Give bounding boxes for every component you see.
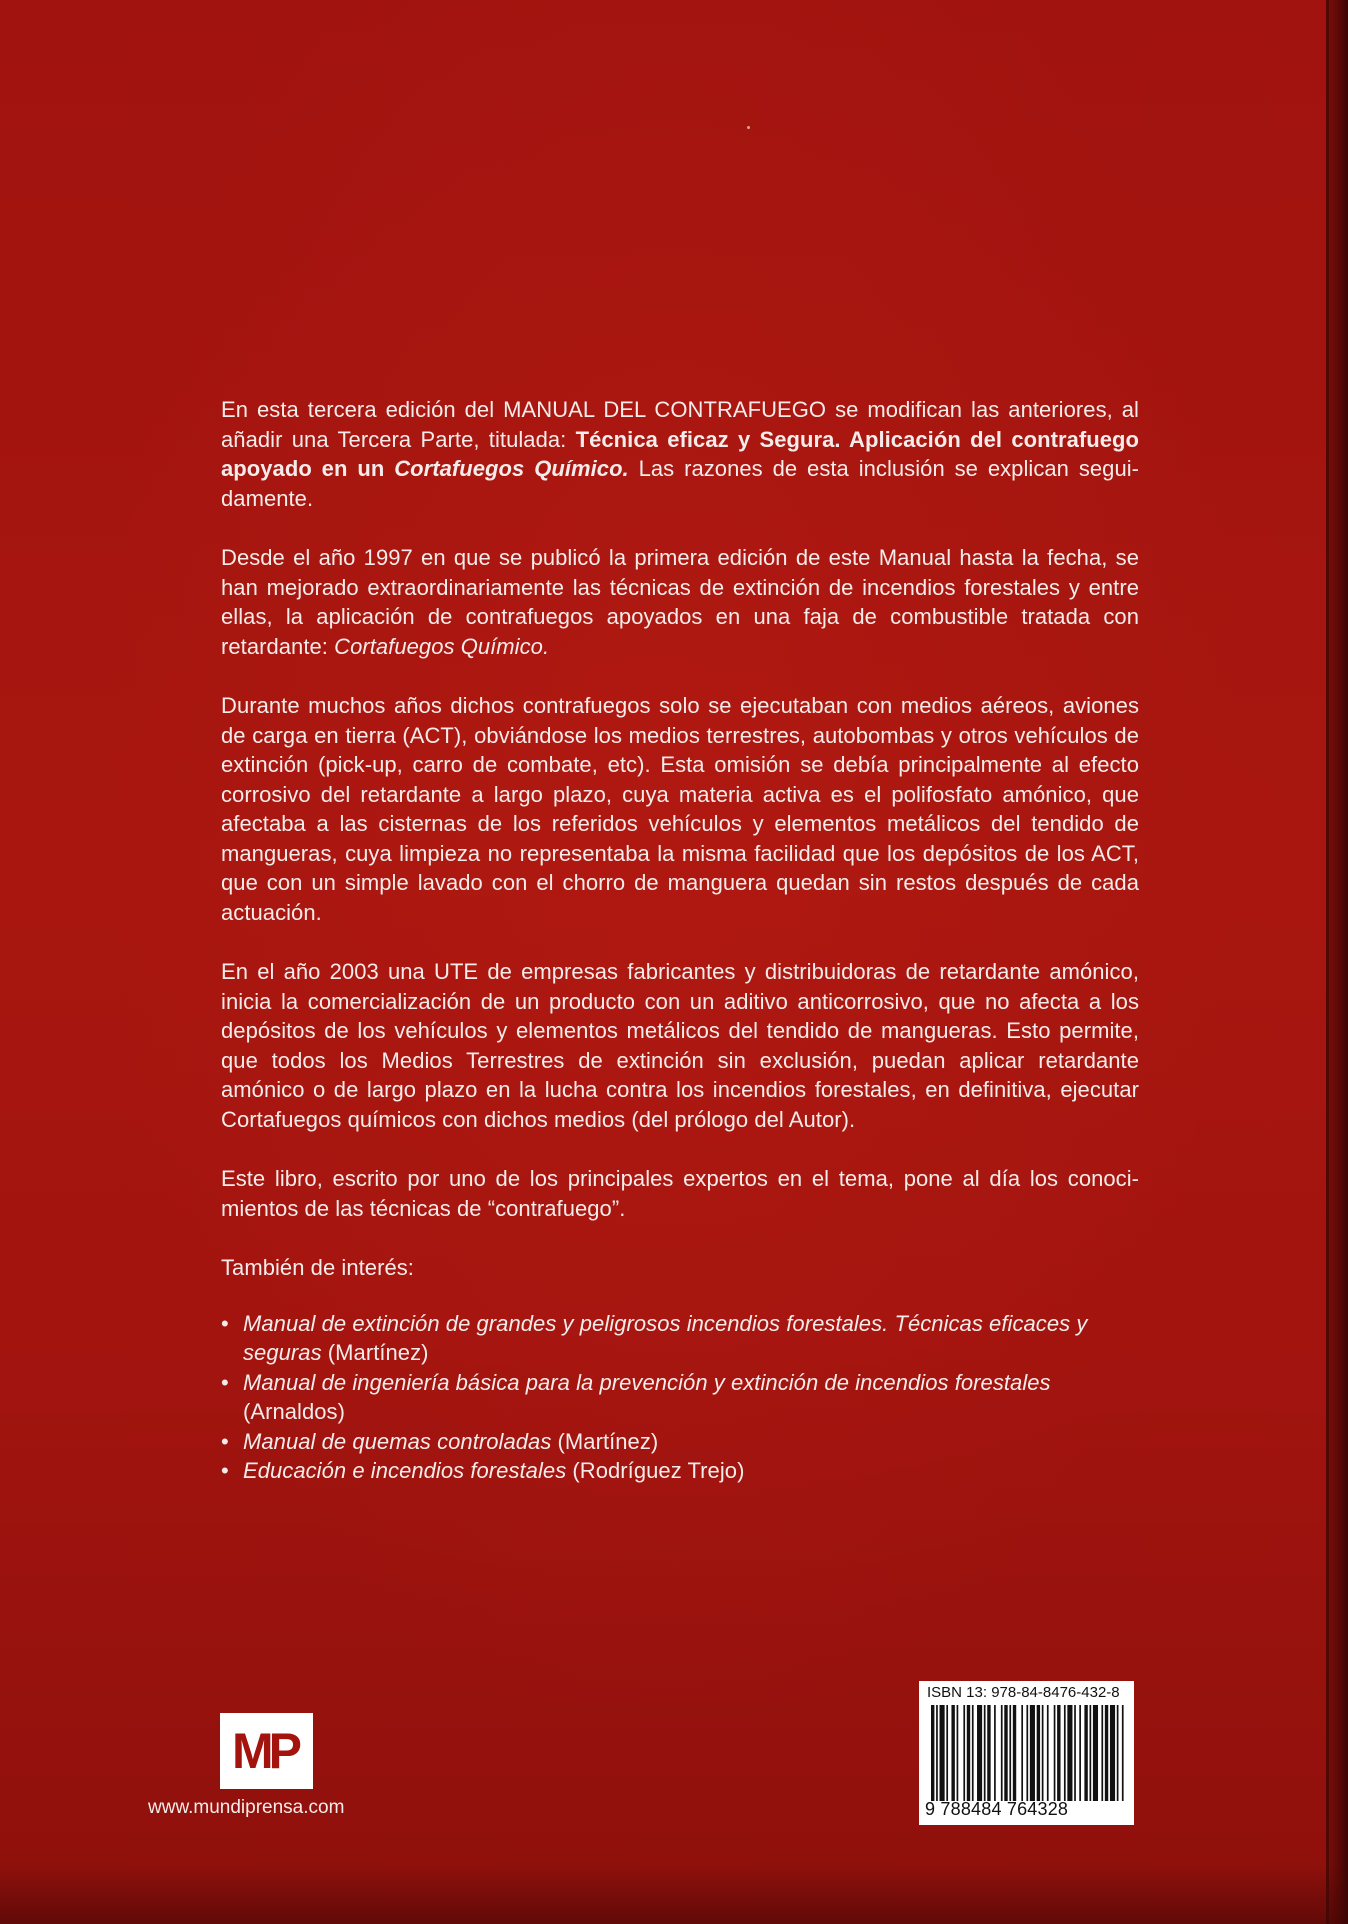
dust-speck — [747, 126, 750, 129]
spine-edge — [1326, 0, 1348, 1924]
barcode-bar — [972, 1705, 974, 1801]
barcode-bar — [1037, 1705, 1040, 1801]
barcode-bar — [1079, 1705, 1081, 1801]
paragraph-history-text: Desde el año 1997 en que se publicó la primera edición de este Manual hasta la fecha, se han mejorado extraordinariamente las técnicas de extinción de incendios forestales y entre ellas, la aplicación de contrafuegos apoyados en una faja de combustible tratada con retardante: — [221, 545, 1139, 659]
list-item — [221, 1368, 1139, 1427]
barcode-bar — [1090, 1705, 1092, 1801]
barcode-bar — [1001, 1705, 1003, 1801]
barcode-bar — [1064, 1705, 1066, 1801]
barcode-bar — [1067, 1705, 1072, 1801]
list-item — [221, 1427, 1139, 1457]
barcode-bar — [987, 1705, 990, 1801]
paragraph-intro-bold: Técnica eficaz y Segura. Aplicación del contrafuego apoyado en un — [221, 426, 1140, 481]
barcode-bar — [940, 1705, 945, 1801]
barcode-bar — [994, 1705, 996, 1801]
book-author: (Arnaldos) — [243, 1399, 345, 1424]
paragraph-intro-text: En esta tercera edición del MANUAL DEL CONTRAFUEGO se modifican las anteriores, al añadir una Tercera Parte, titulada: — [221, 397, 1139, 452]
paragraph-history — [221, 543, 1139, 661]
barcode-bar — [1054, 1705, 1056, 1801]
barcode-bar — [1042, 1705, 1044, 1801]
barcode-bar — [931, 1705, 934, 1801]
blurb-text — [221, 395, 1139, 1486]
barcode-bar — [1030, 1705, 1035, 1801]
barcode-bar — [967, 1705, 970, 1801]
barcode-bar — [1110, 1705, 1115, 1801]
related-books-list — [221, 1309, 1139, 1486]
isbn-barcode — [919, 1681, 1134, 1825]
barcode-bar — [1105, 1705, 1108, 1801]
publisher-logo — [220, 1713, 313, 1789]
isbn-label: ISBN 13: 978-84-8476-432-8 — [927, 1684, 1120, 1701]
paragraph-intro — [221, 395, 1139, 513]
paragraph-history-italic: Cortafuegos Químico. — [334, 633, 550, 659]
bullet: • — [221, 1458, 229, 1483]
book-title: Manual de quemas controladas — [243, 1428, 552, 1454]
book-author: (Martínez) — [321, 1340, 429, 1365]
barcode-bar — [1021, 1705, 1023, 1801]
paragraph-intro-tail: Las razones de esta inclusión se explican seguidamente. — [221, 456, 1139, 511]
barcode-bar — [1057, 1705, 1060, 1801]
book-author: (Rodríguez Trejo) — [566, 1458, 745, 1483]
bottom-shadow — [0, 1864, 1348, 1924]
barcode-bar — [1093, 1705, 1098, 1801]
barcode-bar — [957, 1705, 959, 1801]
barcode-bar — [1101, 1705, 1103, 1801]
book-title: Manual de ingeniería básica para la prevención y extinción de incendios forestales — [243, 1369, 1051, 1395]
book-title: Manual de extinción de grandes y peligrosos incendios forestales. Técnicas eficaces y seguras — [243, 1310, 1088, 1365]
barcode-bar — [946, 1705, 948, 1801]
also-of-interest-heading: También de interés: — [221, 1255, 414, 1280]
barcode-bar — [1004, 1705, 1007, 1801]
barcode-bar — [951, 1705, 954, 1801]
paragraph-about-book: Este libro, escrito por uno de los principales expertos en el tema, pone al día los conocimientos de las técnicas de “contrafuego”. — [221, 1166, 1139, 1221]
barcode-bar — [1013, 1705, 1016, 1801]
barcode-bar — [984, 1705, 986, 1801]
barcode-bar — [1026, 1705, 1028, 1801]
barcode-bar — [963, 1705, 965, 1801]
barcode-bar — [977, 1705, 982, 1801]
publisher-website: www.mundiprensa.com — [148, 1797, 345, 1818]
barcode-bars — [931, 1705, 1127, 1801]
barcode-bar — [1074, 1705, 1076, 1801]
barcode-bar — [1122, 1705, 1124, 1801]
paragraph-intro-bold-italic: Cortafuegos Químico. — [394, 456, 629, 481]
barcode-bar — [1047, 1705, 1049, 1801]
list-item — [221, 1456, 1139, 1486]
barcode-digits: 9 788484 764328 — [925, 1799, 1069, 1819]
paragraph-aerial-means: Durante muchos años dichos contrafuegos solo se ejecutaban con medios aéreos, aviones de carga en tierra (ACT), obviándose los medios terrestres, autobombas y otros vehículos de extinción (pick-up, carro de combate, etc). Esta omisión se debía principalmente al efecto corrosivo del retardante a largo plazo, cuya materia activa es el polifosfato amónico, que afectaba a las cisternas de los referidos vehículos y elementos metálicos del tendido de mangueras, cuya limpieza no representaba la misma facilidad que los depósitos de los ACT, que con un simple lavado con el chorro de manguera quedan sin restos después de cada actuación. — [221, 693, 1139, 925]
paragraph-2003: En el año 2003 una UTE de empresas fabricantes y distribuidoras de retardante amónico, inicia la comercialización de un producto con un aditivo anticorrosivo, que no afecta a los depósitos de los vehículos y elementos metálicos del tendido de mangueras. Esto permite, que todos los Medios Terrestres de extinción sin exclusión, puedan aplicar retardante amónico o de largo plazo en la lucha contra los incendios forestales, en definitiva, ejecutar Cortafuegos químicos con dichos medios (del prólogo del Autor). — [221, 959, 1139, 1132]
list-item — [221, 1309, 1139, 1368]
barcode-bar — [936, 1705, 938, 1801]
book-author: (Martínez) — [551, 1428, 659, 1454]
bullet: • — [221, 1310, 229, 1336]
bullet: • — [221, 1428, 229, 1454]
publisher-logo-text: MP — [232, 1723, 297, 1779]
barcode-bar — [1009, 1705, 1011, 1801]
bullet: • — [221, 1369, 229, 1395]
barcode-bar — [1117, 1705, 1119, 1801]
book-title: Educación e incendios forestales — [243, 1458, 567, 1483]
barcode-bar — [1084, 1705, 1087, 1801]
